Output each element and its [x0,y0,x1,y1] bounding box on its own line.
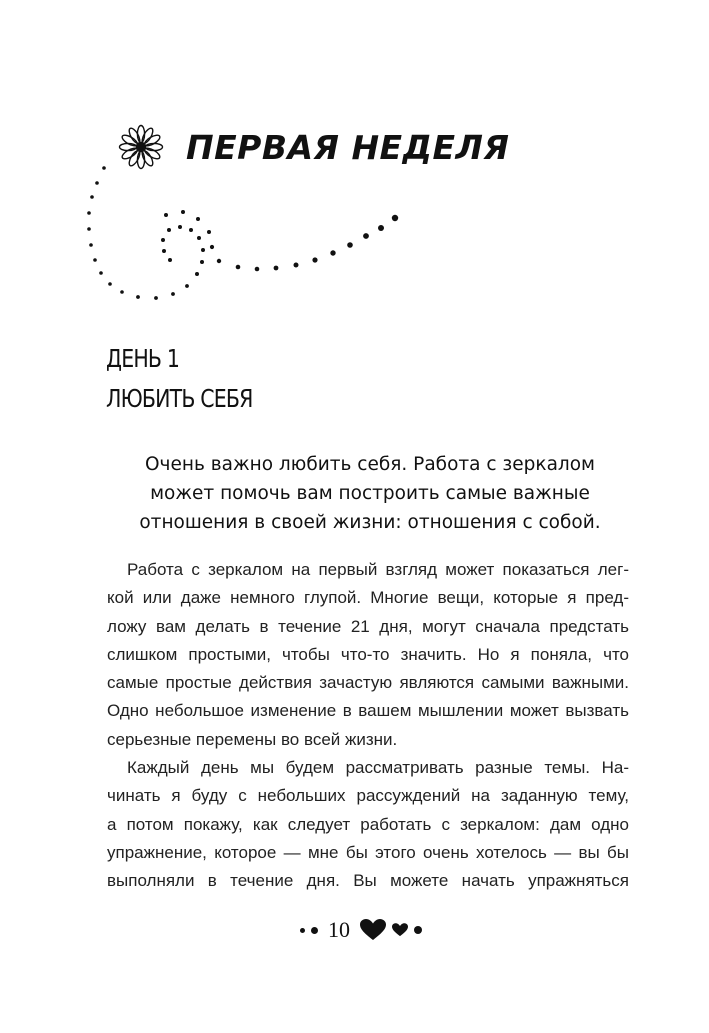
body-line: Каждый день мы будем рассматривать разные темы. На- [127,758,629,778]
body-line: а потом покажу, как следует работать с зеркалом: дам одно [107,814,629,834]
body-text [107,556,629,896]
page-footer [300,910,422,950]
body-line: упражнение, которое — мне бы этого очень хотелось — вы бы [107,842,629,862]
lead-line: отношения в своей жизни: отношения с собой. [139,512,601,533]
heart-icon [392,923,408,937]
heart-icon [360,919,386,941]
footer-dot [311,927,318,934]
lead-paragraph [110,450,630,537]
page-number: 10 [328,917,350,942]
day-number-heading: ДЕНЬ 1 [106,344,180,373]
body-line: слишком простыми, чтобы что-то значить. Но я поняла, что [107,644,629,664]
lead-line: может помочь вам построить самые важные [150,483,590,504]
chapter-title: ПЕРВАЯ НЕДЕЛЯ [186,128,510,167]
footer-dot [414,926,422,934]
body-line: выполняли в течение дня. Вы можете начать упражняться [107,871,629,891]
body-line: ложу вам делать в течение 21 дня, могут сначала предстать [107,616,629,636]
dotted-swirl [0,0,709,340]
lead-line: Очень важно любить себя. Работа с зеркалом [144,454,596,475]
body-line: кой или даже немного глупой. Многие вещи, которые я пред- [107,588,629,608]
body-line: Работа с зеркалом на первый взгляд может показаться лег- [127,560,629,579]
body-line: Одно небольшое изменение в вашем мышлении может вызвать [107,701,629,721]
body-line: чинать я буду с небольших рассуждений на заданную тему, [107,786,629,806]
body-line: серьезные перемены во всей жизни. [107,729,398,749]
day-theme-heading: ЛЮБИТЬ СЕБЯ [106,384,253,413]
footer-dot [300,928,305,933]
body-line: самые простые действия зачастую являются самыми важными. [107,673,629,693]
